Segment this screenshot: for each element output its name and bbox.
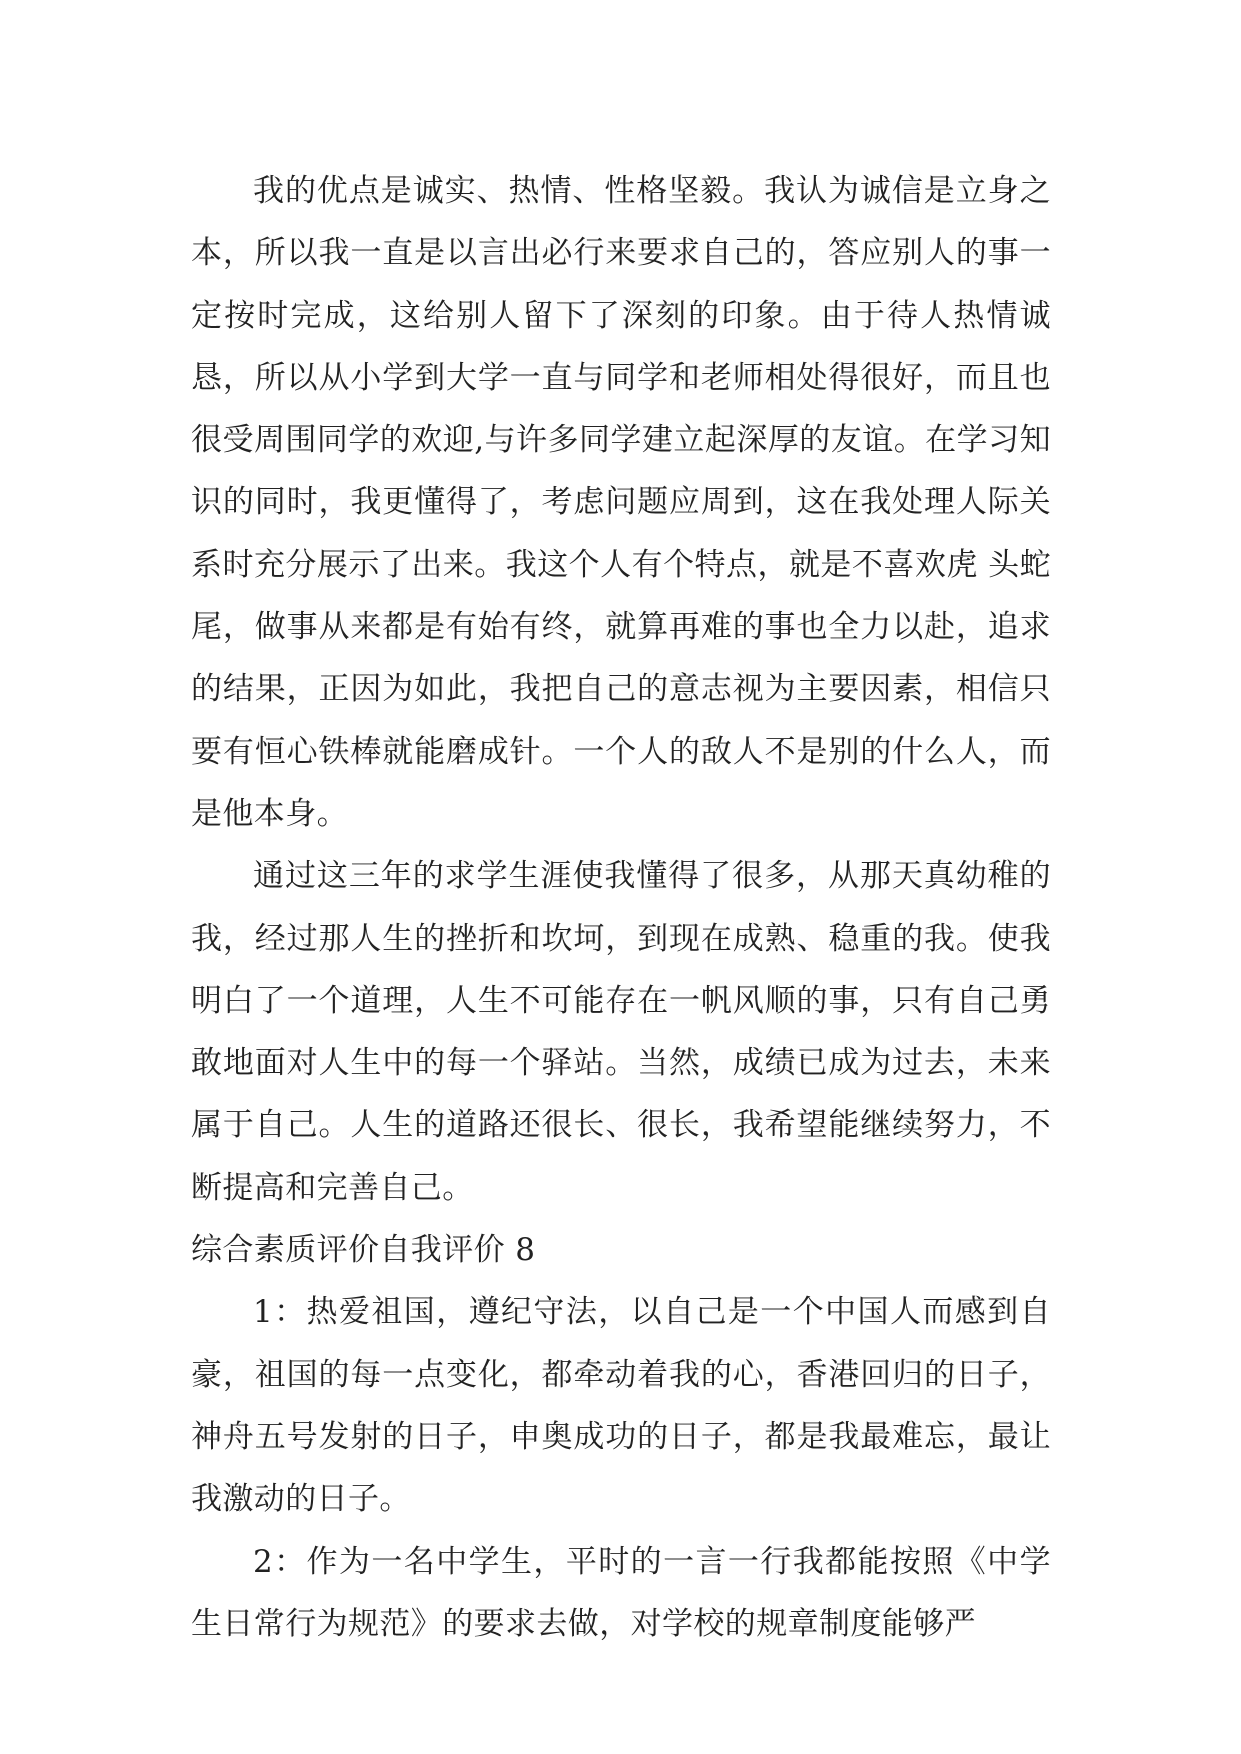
document-body bbox=[191, 160, 1051, 1655]
section-heading: 综合素质评价自我评价 8 bbox=[191, 1232, 536, 1269]
paragraph-study-experience: 通过这三年的求学生涯使我懂得了很多，从那天真幼稚的我，经过那人生的挫折和坎坷，到现在成熟、稳重的我。使我明白了一个道理，人生不可能存在一帆风顺的事，只有自己勇敢地面对人生中的每一个驿站。当然，成绩已成为过去，未来属于自己。人生的道路还很长、很长，我希望能继续努力，不断提高和完善自己。 bbox=[191, 858, 1051, 1206]
paragraph-strengths: 我的优点是诚实、热情、性格坚毅。我认为诚信是立身之本，所以我一直是以言出必行来要求自己的，答应别人的事一定按时完成，这给别人留下了深刻的印象。由于待人热情诚恳，所以从小学到大学一直与同学和老师相处得很好，而且也很受周围同学的欢迎,与许多同学建立起深厚的友谊。在学习知识的同时，我更懂得了，考虑问题应周到，这在我处理人际关系时充分展示了出来。我这个人有个特点，就是不喜欢虎 头蛇尾，做事从来都是有始有终，就算再难的事也全力以赴，追求的结果，正因为如此，我把自己的意志视为主要因素，相信只要有恒心铁棒就能磨成针。一个人的敌人不是别的什么人，而是他本身。 bbox=[191, 173, 1051, 832]
item-patriotism: 1：热爱祖国，遵纪守法，以自己是一个中国人而感到自豪，祖国的每一点变化，都牵动着我的心，香港回归的日子，神舟五号发射的日子，申奥成功的日子，都是我最难忘，最让我激动的日子。 bbox=[191, 1294, 1051, 1518]
item-conduct: 2：作为一名中学生，平时的一言一行我都能按照《中学生日常行为规范》的要求去做，对学校的规章制度能够严 bbox=[191, 1543, 1051, 1642]
